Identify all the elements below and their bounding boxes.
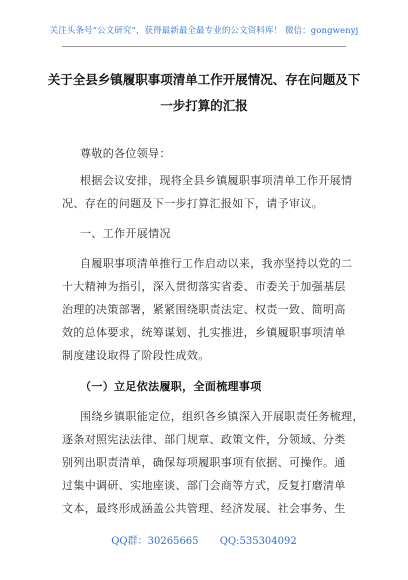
footer-contact [0, 532, 408, 547]
section1-para-line-1: 自履职事项清单推行工作启动以来，我亦坚持以党的二 [80, 257, 353, 270]
intro-line-2: 况、存在的问题及下一步打算汇报如下，请予审议。 [62, 197, 324, 210]
document-title-line-2: 一步打算的汇报 [160, 98, 248, 113]
footer-qq: QQ:535304092 [219, 536, 297, 547]
subsection-heading-1: （一）立足依法履职，全面梳理事项 [80, 380, 262, 393]
section1-para-line-5: 制度建设取得了阶段性成效。 [62, 349, 210, 362]
footer-qq-group: QQ群：30265665 [111, 536, 199, 547]
section1-para-line-4: 效的总体要求，统筹谋划、扎实推进，乡镇履职事项清单 [62, 326, 346, 339]
salutation: 尊敬的各位领导： [80, 147, 171, 160]
subsection1-para-line-4: 过集中调研、实地座谈、部门会商等方式，反复打磨清单 [62, 479, 346, 492]
intro-line-1: 根据会议安排，现将全县乡镇履职事项清单工作开展情 [80, 174, 353, 187]
document-title-line-1: 关于全县乡镇履职事项清单工作开展情况、存在问题及下 [47, 72, 361, 87]
subsection1-para-line-3: 别列出职责清单，确保每项履职事项有依据、可操作。通 [62, 456, 346, 469]
section-heading-1: 一、工作开展情况 [80, 227, 171, 240]
subsection1-para-line-5: 文本，最终形成涵盖公共管理、经济发展、社会事务、生 [62, 502, 346, 515]
header-divider [62, 46, 346, 47]
subsection1-para-line-2: 逐条对照宪法法律、部门规章、政策文件，分领域、分类 [62, 433, 346, 446]
subsection1-para-line-1: 围绕乡镇职能定位，组织各乡镇深入开展职责任务梳理， [80, 410, 364, 423]
header-promo-text: 关注头条号“公文研究”，获得最新最全最专业的公文资料库！ 微信：gongwenyj [49, 26, 359, 36]
section1-para-line-2: 十大精神为指引，深入贯彻落实省委、市委关于加强基层 [62, 280, 346, 293]
section1-para-line-3: 治理的决策部署，紧紧围绕职责法定、权责一致、简明高 [62, 303, 346, 316]
